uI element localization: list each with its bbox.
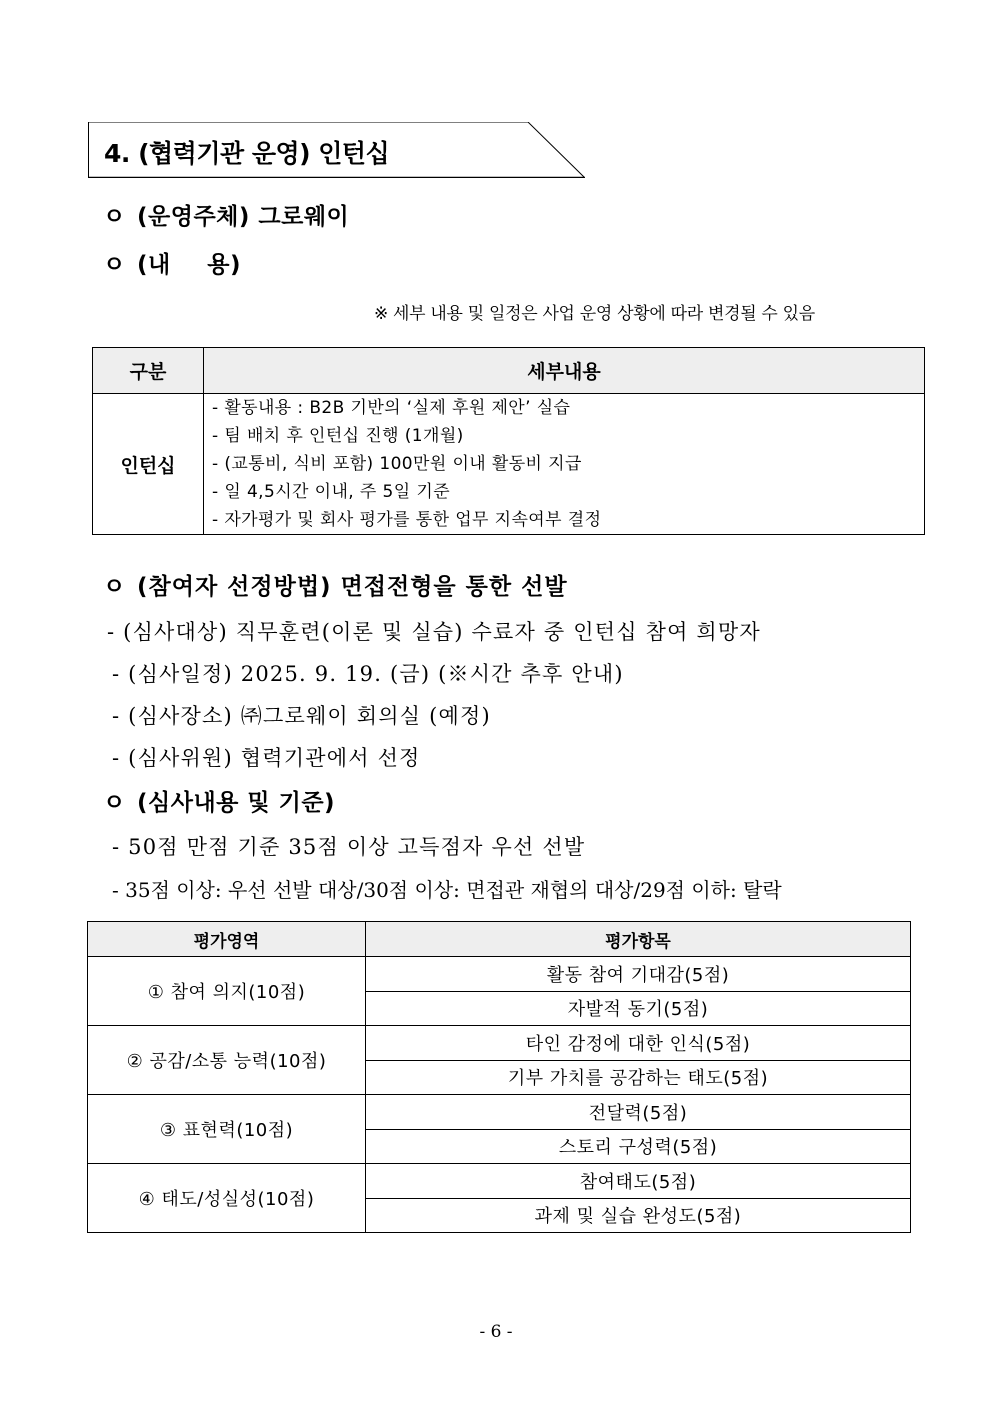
operator-item bbox=[103, 198, 349, 231]
eval-item: 자발적 동기(5점) bbox=[366, 991, 911, 1026]
detail-line: - 활동내용 : B2B 기반의 ‘실제 후원 제안’ 실습 bbox=[212, 398, 571, 418]
selection-line: - (심사대상) 직무훈련(이론 및 실습) 수료자 중 인턴십 참여 희망자 bbox=[107, 620, 761, 644]
bullet-icon: ㅇ bbox=[103, 574, 127, 600]
header-eval-area: 평가영역 bbox=[88, 922, 366, 957]
eval-item: 전달력(5점) bbox=[366, 1095, 911, 1130]
bullet-icon: ㅇ bbox=[103, 252, 126, 278]
evaluation-table bbox=[87, 921, 911, 1233]
eval-item: 활동 참여 기대감(5점) bbox=[366, 957, 911, 992]
header-category: 구분 bbox=[93, 348, 204, 394]
content-item bbox=[103, 246, 241, 279]
page-number: - 6 - bbox=[479, 1322, 513, 1342]
header-details: 세부내용 bbox=[204, 348, 925, 394]
eval-item: 타인 감정에 대한 인식(5점) bbox=[366, 1026, 911, 1061]
content-text: (내 용) bbox=[137, 252, 241, 278]
eval-item: 기부 가치를 공감하는 태도(5점) bbox=[366, 1060, 911, 1095]
eval-area: ① 참여 의지(10점) bbox=[88, 957, 366, 1026]
detail-line: - 자가평가 및 회사 평가를 통한 업무 지속여부 결정 bbox=[212, 510, 602, 530]
detail-line: - 일 4,5시간 이내, 주 5일 기준 bbox=[212, 482, 451, 502]
criteria-heading bbox=[103, 784, 335, 817]
selection-heading-text: (참여자 선정방법) 면접전형을 통한 선발 bbox=[137, 574, 568, 600]
criteria-line: - 50점 만점 기준 35점 이상 고득점자 우선 선발 bbox=[112, 835, 586, 859]
detail-line: - 팀 배치 후 인턴십 진행 (1개월) bbox=[212, 426, 464, 446]
eval-area: ② 공감/소통 능력(10점) bbox=[88, 1026, 366, 1095]
criteria-heading-text: (심사내용 및 기준) bbox=[137, 790, 336, 816]
eval-area: ③ 표현력(10점) bbox=[88, 1095, 366, 1164]
bullet-icon: ㅇ bbox=[103, 790, 126, 816]
detail-line: - (교통비, 식비 포함) 100만원 이내 활동비 지급 bbox=[212, 454, 582, 474]
operator-text: (운영주체) 그로웨이 bbox=[137, 204, 350, 230]
eval-item: 참여태도(5점) bbox=[366, 1164, 911, 1199]
eval-item: 과제 및 실습 완성도(5점) bbox=[366, 1198, 911, 1233]
row-label-internship: 인턴십 bbox=[93, 394, 204, 535]
selection-heading bbox=[103, 568, 568, 601]
selection-line: - (심사장소) ㈜그로웨이 회의실 (예정) bbox=[112, 704, 491, 728]
selection-line: - (심사일정) 2025. 9. 19. (금) (※시간 추후 안내) bbox=[112, 662, 624, 686]
header-eval-item: 평가항목 bbox=[366, 922, 911, 957]
eval-area: ④ 태도/성실성(10점) bbox=[88, 1164, 366, 1233]
bullet-icon: ㅇ bbox=[103, 204, 126, 230]
section-title-box bbox=[88, 122, 585, 178]
schedule-note: ※ 세부 내용 및 일정은 사업 운영 상황에 따라 변경될 수 있음 bbox=[374, 304, 815, 324]
eval-item: 스토리 구성력(5점) bbox=[366, 1129, 911, 1164]
selection-line: - (심사위원) 협력기관에서 선정 bbox=[112, 746, 421, 770]
section-title: 4. (협력기관 운영) 인턴십 bbox=[104, 139, 390, 168]
criteria-line: - 35점 이상: 우선 선발 대상/30점 이상: 면접관 재협의 대상/29점 이하: 탈락 bbox=[112, 878, 782, 902]
internship-detail-table bbox=[92, 347, 925, 535]
detail-lines bbox=[204, 394, 925, 535]
